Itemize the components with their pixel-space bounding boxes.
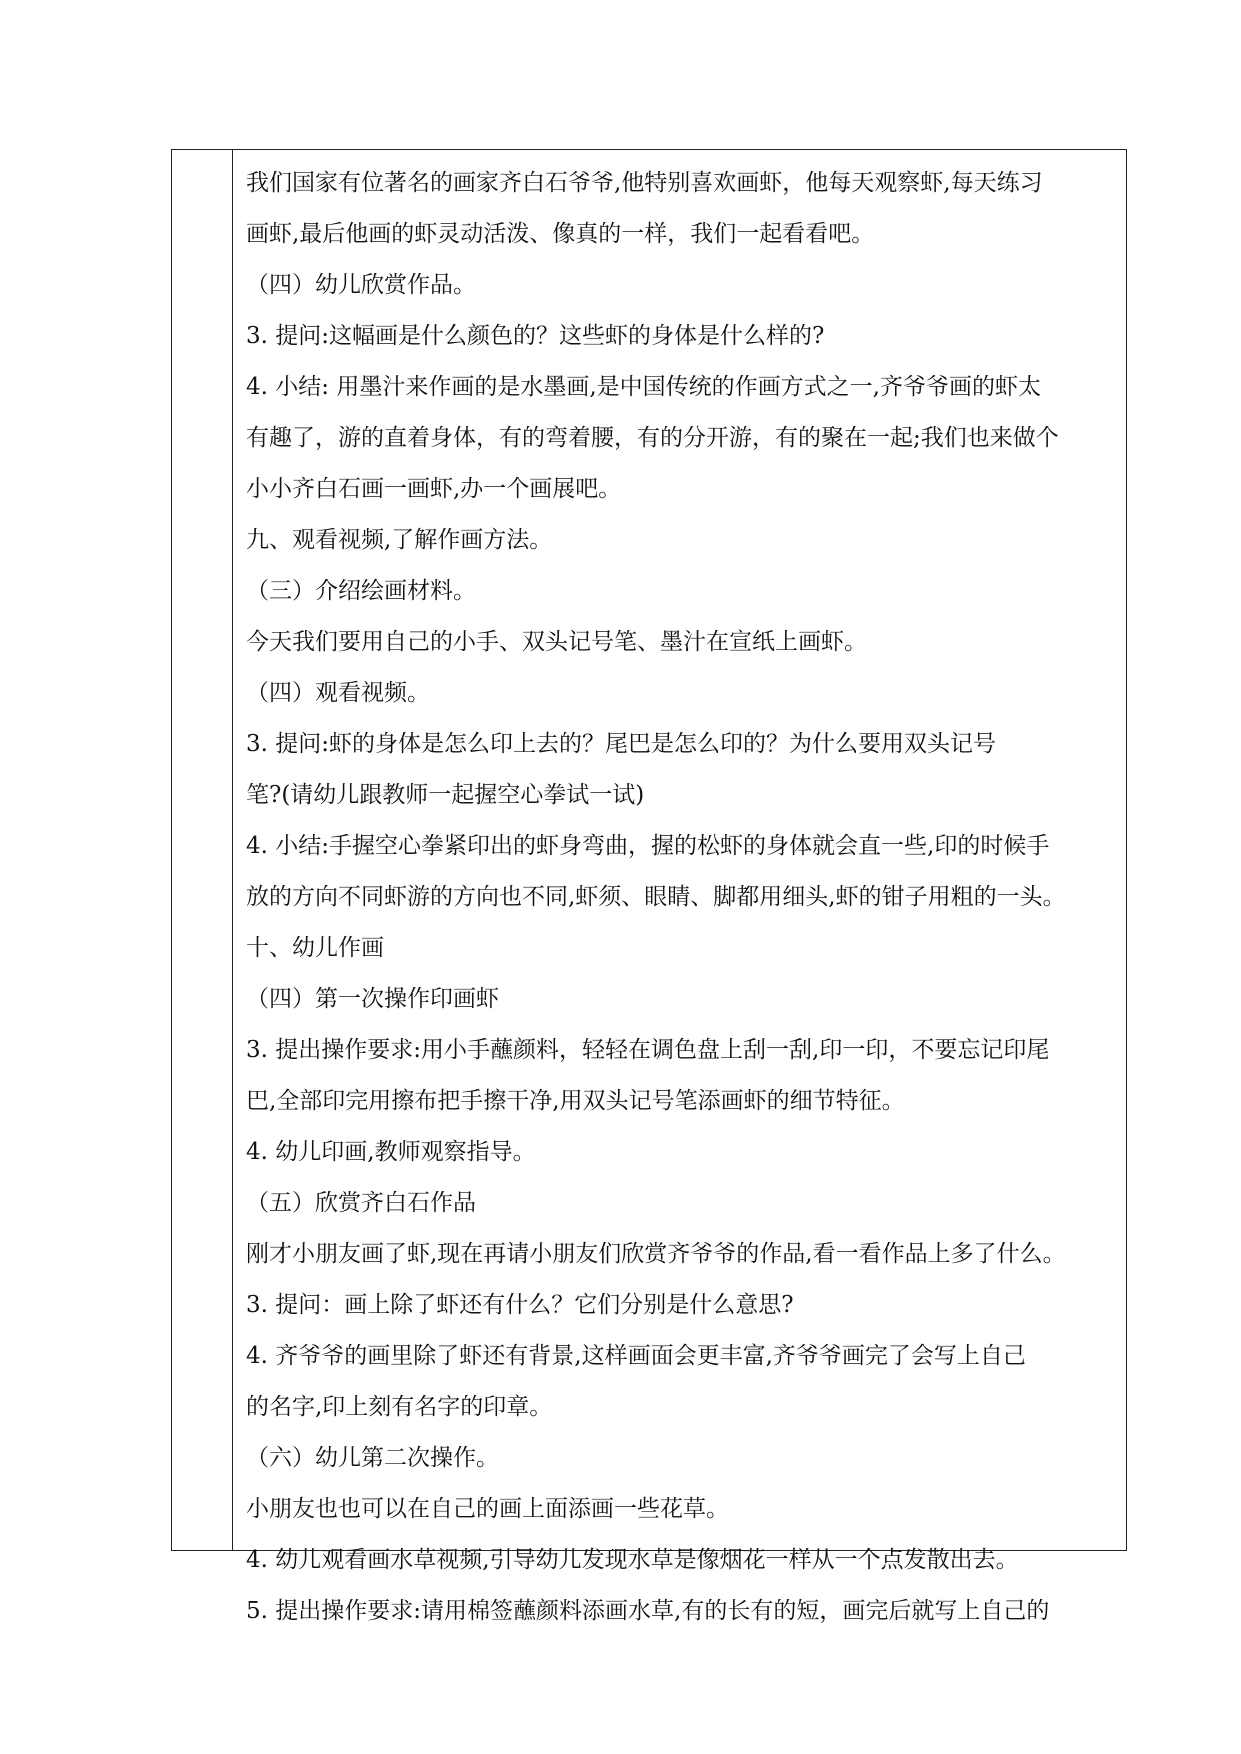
text-line: 九、观看视频,了解作画方法。 — [246, 527, 553, 553]
table-content-cell — [246, 158, 1122, 1637]
text-line: 3. 提问:这幅画是什么颜色的？这些虾的身体是什么样的? — [246, 323, 825, 349]
text-line: （六）幼儿第二次操作。 — [246, 1445, 499, 1471]
text-line: （五）欣赏齐白石作品 — [246, 1190, 476, 1216]
text-line: 我们国家有位著名的画家齐白石爷爷,他特别喜欢画虾，他每天观察虾,每天练习 — [246, 170, 1043, 196]
text-line: 4. 幼儿观看画水草视频,引导幼儿发现水草是像烟花一样从一个点发散出去。 — [246, 1547, 1019, 1573]
text-line: 3. 提问：画上除了虾还有什么？它们分别是什么意思? — [246, 1292, 794, 1318]
text-line: 4. 小结:手握空心拳紧印出的虾身弯曲，握的松虾的身体就会直一些,印的时候手 — [246, 833, 1050, 859]
text-line: 放的方向不同虾游的方向也不同,虾须、眼睛、脚都用细头,虾的钳子用粗的一头。 — [246, 884, 1066, 910]
text-line: 4. 小结: 用墨汁来作画的是水墨画,是中国传统的作画方式之一,齐爷爷画的虾太 — [246, 374, 1041, 400]
table-column-divider — [232, 149, 233, 1551]
text-line: 3. 提出操作要求:用小手蘸颜料，轻轻在调色盘上刮一刮,印一印，不要忘记印尾 — [246, 1037, 1050, 1063]
text-line: 4. 齐爷爷的画里除了虾还有背景,这样画面会更丰富,齐爷爷画完了会写上自己 — [246, 1343, 1026, 1369]
text-line: 的名字,印上刻有名字的印章。 — [246, 1394, 553, 1420]
text-line: 画虾,最后他画的虾灵动活泼、像真的一样，我们一起看看吧。 — [246, 221, 875, 247]
text-line: 有趣了，游的直着身体，有的弯着腰，有的分开游，有的聚在一起;我们也来做个 — [246, 425, 1059, 451]
text-line: （四）第一次操作印画虾 — [246, 986, 499, 1012]
text-line: 小小齐白石画一画虾,办一个画展吧。 — [246, 476, 622, 502]
text-line: （三）介绍绘画材料。 — [246, 578, 476, 604]
text-line: 笔?(请幼儿跟教师一起握空心拳试一试) — [246, 782, 645, 808]
text-line: 今天我们要用自己的小手、双头记号笔、墨汁在宣纸上画虾。 — [246, 629, 867, 655]
text-line: 刚才小朋友画了虾,现在再请小朋友们欣赏齐爷爷的作品,看一看作品上多了什么。 — [246, 1241, 1066, 1267]
text-line: 小朋友也也可以在自己的画上面添画一些花草。 — [246, 1496, 729, 1522]
text-line: （四）幼儿欣赏作品。 — [246, 272, 476, 298]
text-line: 4. 幼儿印画,教师观察指导。 — [246, 1139, 536, 1165]
text-line: 十、幼儿作画 — [246, 935, 384, 961]
text-line: 3. 提问:虾的身体是怎么印上去的？尾巴是怎么印的？为什么要用双头记号 — [246, 731, 997, 757]
text-line: 5. 提出操作要求:请用棉签蘸颜料添画水草,有的长有的短，画完后就写上自己的 — [246, 1598, 1050, 1624]
text-line: （四）观看视频。 — [246, 680, 430, 706]
text-line: 巴,全部印完用擦布把手擦干净,用双头记号笔添画虾的细节特征。 — [246, 1088, 905, 1114]
